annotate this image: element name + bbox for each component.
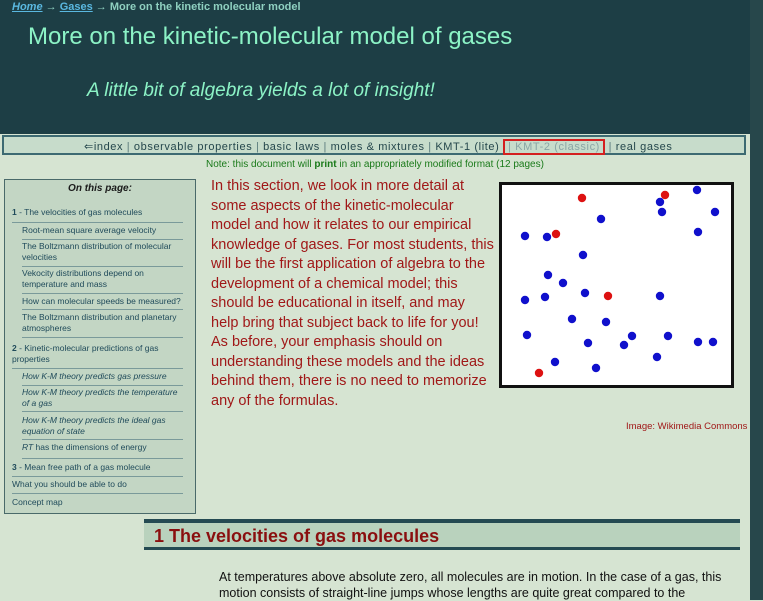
- intro-paragraph: In this section, we look in more detail at some aspects of the kinetic-molecular model and how it relates to our empirical knowledge of gases. For most students, this will be the first application of algebra to the development of a chemical model; this should be educational in itself, and may help bring that subject back to life for you! As before, your emphasis should on understanding these models and the ideas behind them, there is no need to memorize any of the formulas.: [211, 178, 494, 409]
- blue-molecule: [579, 251, 587, 259]
- red-molecule: [604, 292, 612, 300]
- section-1-heading: [144, 519, 740, 550]
- blue-molecule: [584, 339, 592, 347]
- nav-index-link[interactable]: ⇐index: [84, 141, 124, 153]
- page-title: More on the kinetic-molecular model of gases: [28, 23, 513, 50]
- blue-molecule: [620, 341, 628, 349]
- blue-molecule: [551, 358, 559, 366]
- toc-item[interactable]: How can molecular speeds be measured?: [22, 296, 181, 306]
- nav-link-basic-laws[interactable]: basic laws: [263, 141, 320, 153]
- blue-molecule: [602, 318, 610, 326]
- toc-divider: [22, 458, 183, 459]
- blue-molecule: [521, 296, 529, 304]
- toc-sidebar: [4, 179, 196, 514]
- print-note: Note: this document will print in an appropriately modified format (12 pages): [206, 159, 544, 170]
- toc-item[interactable]: The Boltzmann distribution and planetary atmospheres: [22, 312, 177, 333]
- blue-molecule: [656, 198, 664, 206]
- topic-navbar: ⇐index | observable properties | basic laws | moles & mixtures | KMT-1 (lite) | KMT-2 (classic) | real gases: [2, 135, 746, 155]
- toc-item[interactable]: How K-M theory predicts gas pressure: [22, 371, 167, 381]
- blue-molecule: [709, 338, 717, 346]
- blue-molecule: [711, 208, 719, 216]
- blue-molecule: [568, 315, 576, 323]
- toc-item[interactable]: RT has the dimensions of energy: [22, 442, 147, 452]
- blue-molecule: [653, 353, 661, 361]
- section-1-title: 1 The velocities of gas molecules: [154, 526, 440, 546]
- nav-link-real-gases[interactable]: real gases: [615, 141, 673, 153]
- red-molecule: [552, 230, 560, 238]
- blue-molecule: [628, 332, 636, 340]
- toc-item[interactable]: Vekocity distributions depend on temperature and mass: [22, 268, 144, 289]
- blue-molecule: [694, 228, 702, 236]
- gas-molecule-animation: [499, 182, 734, 388]
- molecule-canvas: [502, 185, 731, 385]
- window-edge: [750, 0, 763, 600]
- nav-link-moles-mixtures[interactable]: moles & mixtures: [330, 141, 425, 153]
- toc-divider: [22, 293, 183, 294]
- blue-molecule: [543, 233, 551, 241]
- toc-item[interactable]: What you should be able to do: [12, 479, 127, 489]
- toc-divider: [12, 493, 183, 494]
- blue-molecule: [581, 289, 589, 297]
- toc-divider: [22, 385, 183, 386]
- toc-divider: [12, 476, 183, 477]
- toc-item[interactable]: The Boltzmann distribution of molecular velocities: [22, 241, 172, 262]
- blue-molecule: [656, 292, 664, 300]
- breadcrumb-arrow: →: [45, 1, 57, 13]
- toc-divider: [22, 411, 183, 412]
- nav-current-kmt2: | KMT-2 (classic): [503, 139, 605, 155]
- image-credit[interactable]: Image: Wikimedia Commons: [626, 421, 748, 432]
- toc-divider: [22, 337, 183, 338]
- toc-divider: [22, 266, 183, 267]
- blue-molecule: [559, 279, 567, 287]
- toc-divider: [12, 222, 183, 223]
- breadcrumb-arrow: →: [95, 1, 107, 13]
- blue-molecule: [544, 271, 552, 279]
- red-molecule: [661, 191, 669, 199]
- breadcrumb: [12, 1, 301, 13]
- toc-title: On this page:: [68, 183, 132, 194]
- breadcrumb-current: More on the kinetic molecular model: [109, 1, 301, 13]
- toc-divider: [22, 439, 183, 440]
- toc-item[interactable]: Root-mean square average velocity: [22, 225, 157, 235]
- toc-item[interactable]: Concept map: [12, 497, 63, 507]
- toc-item[interactable]: 3 - Mean free path of a gas molecule: [12, 462, 151, 472]
- blue-molecule: [664, 332, 672, 340]
- blue-molecule: [658, 208, 666, 216]
- breadcrumb-gases-link[interactable]: Gases: [59, 1, 93, 13]
- toc-item[interactable]: 2 - Kinetic-molecular predictions of gas properties: [12, 343, 159, 364]
- page-subtitle: A little bit of algebra yields a lot of insight!: [87, 80, 435, 101]
- toc-item[interactable]: How K-M theory predicts the temperature of a gas: [22, 387, 178, 408]
- blue-molecule: [694, 338, 702, 346]
- toc-divider: [22, 309, 183, 310]
- red-molecule: [535, 369, 543, 377]
- toc-item[interactable]: How K-M theory predicts the ideal gas equation of state: [22, 415, 166, 436]
- blue-molecule: [597, 215, 605, 223]
- toc-divider: [22, 239, 183, 240]
- red-molecule: [578, 194, 586, 202]
- breadcrumb-home-link[interactable]: Home: [12, 1, 43, 13]
- blue-molecule: [541, 293, 549, 301]
- page-header: [0, 0, 750, 134]
- toc-divider: [12, 368, 183, 369]
- nav-link-kmt1[interactable]: KMT-1 (lite): [435, 141, 500, 153]
- blue-molecule: [521, 232, 529, 240]
- blue-molecule: [523, 331, 531, 339]
- section-1-paragraph: At temperatures above absolute zero, all molecules are in motion. In the case of a gas, this motion consists of straight-line jumps whose lengths are quite great compared to the: [219, 570, 722, 600]
- nav-link-observable-properties[interactable]: observable properties: [133, 141, 253, 153]
- toc-item[interactable]: 1 - The velocities of gas molecules: [12, 207, 143, 217]
- blue-molecule: [693, 186, 701, 194]
- blue-molecule: [592, 364, 600, 372]
